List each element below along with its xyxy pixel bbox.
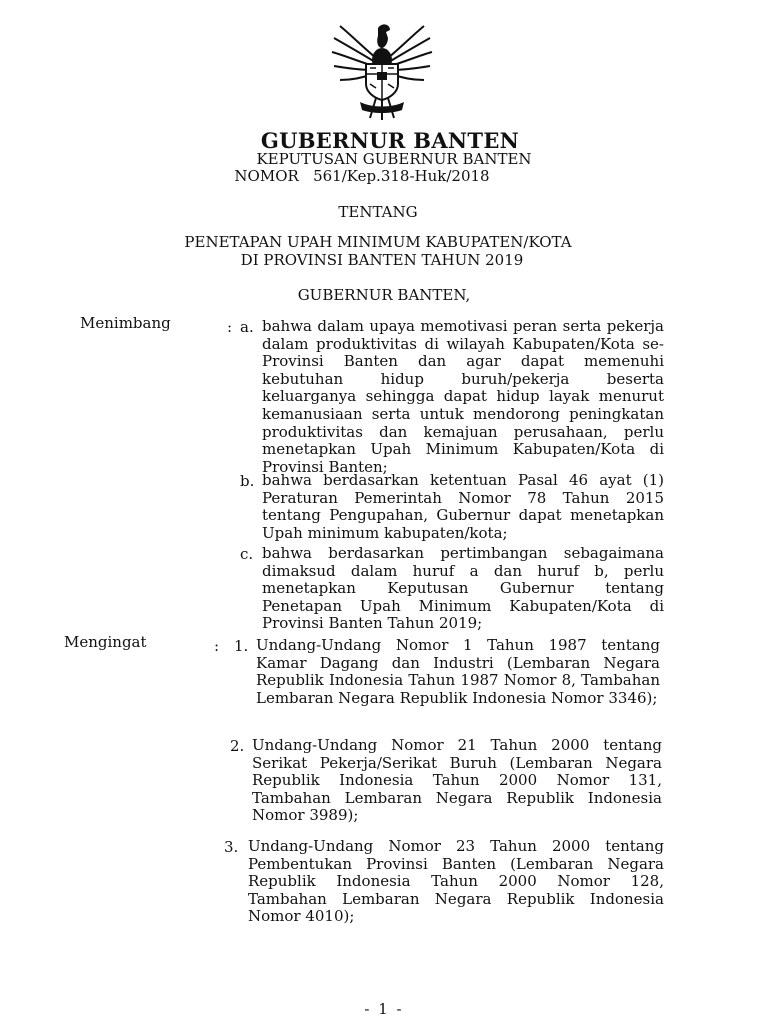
list-item-text: bahwa dalam upaya memotivasi peran serta pekerja dalam produktivitas di wilayah Kabupaten/Kota se-Provinsi Banten dan agar dapat memenuhi kebutuhan hidup buruh/pekerja beserta keluarganya sehingga dapat hidup layak menurut kemanusiaan serta untuk mendorong peningkatan produktivitas dan kemajuan perusahaan, perlu menetapkan Upah Minimum Kabupaten/Kota di Provinsi Banten; — [262, 317, 664, 476]
garuda-emblem-icon — [326, 18, 438, 124]
issuer-heading: GUBERNUR BANTEN, — [297, 286, 471, 304]
list-item-text: Undang-Undang Nomor 21 Tahun 2000 tentang Serikat Pekerja/Serikat Buruh (Lembaran Negara Republik Indonesia Tahun 2000 Nomor 131, Tambahan Lembaran Negara Republik Indonesia Nomor 3989); — [252, 736, 662, 825]
subject-line-1: PENETAPAN UPAH MINIMUM KABUPATEN/KOTA — [184, 233, 572, 251]
document-title: GUBERNUR BANTEN — [260, 128, 520, 153]
mengingat-label: Mengingat — [64, 633, 147, 651]
list-marker: 1. — [234, 637, 249, 655]
list-item-text: bahwa berdasarkan pertimbangan sebagaimana dimaksud dalam huruf a dan huruf b, perlu menetapkan Keputusan Gubernur tentang Penetapan Upah Minimum Kabupaten/Kota di Provinsi Banten Tahun 2019; — [262, 544, 664, 633]
list-item-text: Undang-Undang Nomor 1 Tahun 1987 tentang Kamar Dagang dan Industri (Lembaran Negara Republik Indonesia Tahun 1987 Nomor 8, Tambahan Lembaran Negara Republik Indonesia Nomor 3346); — [256, 636, 660, 707]
list-item-text: bahwa berdasarkan ketentuan Pasal 46 ayat (1) Peraturan Pemerintah Nomor 78 Tahun 2015 tentang Pengupahan, Gubernur dapat menetapkan Upah minimum kabupaten/kota; — [262, 471, 664, 542]
about-heading: TENTANG — [338, 203, 418, 221]
menimbang-colon: : — [227, 318, 233, 336]
decree-heading: KEPUTUSAN GUBERNUR BANTEN — [256, 150, 532, 168]
list-marker: a. — [240, 318, 254, 336]
list-marker: c. — [240, 545, 254, 563]
menimbang-label: Menimbang — [80, 314, 171, 332]
subject-line-2: DI PROVINSI BANTEN TAHUN 2019 — [240, 251, 524, 269]
list-marker: 2. — [230, 737, 245, 755]
page-number: - 1 - — [364, 1000, 404, 1018]
mengingat-colon: : — [214, 637, 220, 655]
list-marker: 3. — [224, 838, 239, 856]
list-marker: b. — [240, 472, 255, 490]
decree-number: NOMOR 561/Kep.318-Huk/2018 — [234, 167, 490, 185]
list-item-text: Undang-Undang Nomor 23 Tahun 2000 tentang Pembentukan Provinsi Banten (Lembaran Negara Republik Indonesia Tahun 2000 Nomor 128, Tambahan Lembaran Negara Republik Indonesia Nomor 4010); — [248, 837, 664, 926]
